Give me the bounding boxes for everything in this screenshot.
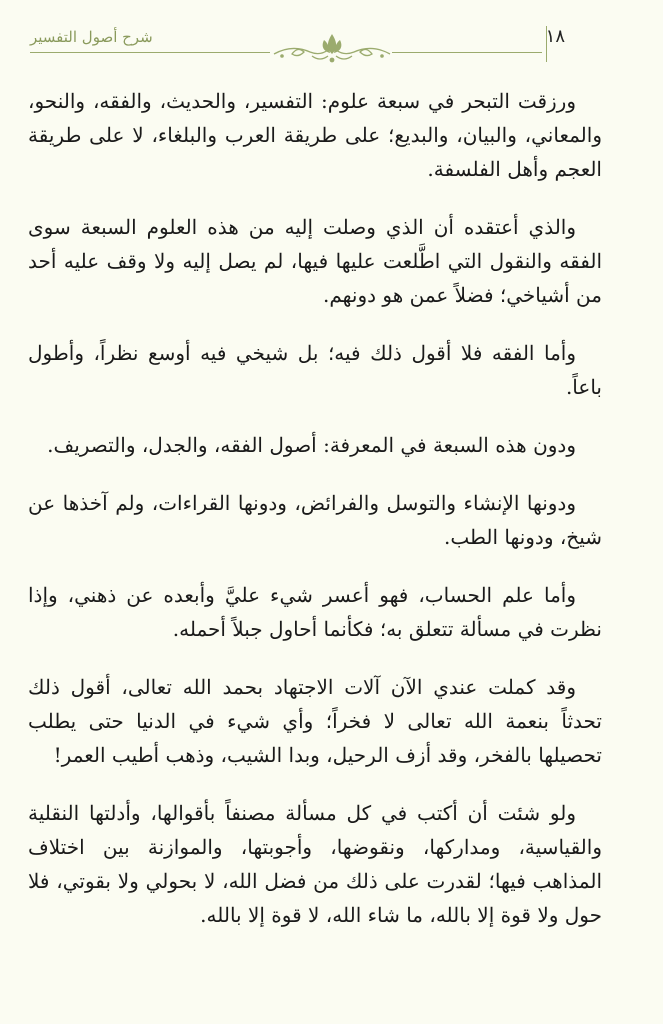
- paragraph: والذي أعتقده أن الذي وصلت إليه من هذه العلوم السبعة سوى الفقه والنقول التي اطَّلعت عليها فيها، لم يصل إليه ولا وقف عليه أحد من أشياخي؛ فضلاً عمن هو دونهم.: [28, 215, 602, 307]
- page-number: ١٨: [545, 26, 565, 47]
- running-book-title: شرح أصول التفسير: [30, 28, 153, 46]
- floral-ornament-icon: [272, 30, 392, 70]
- page-body: [28, 84, 602, 956]
- paragraph: وأما علم الحساب، فهو أعسر شيء عليَّ وأبعده عن ذهني، وإذا نظرت في مسألة تتعلق به؛ فكأنما أحاول جبلاً أحمله.: [28, 583, 602, 641]
- paragraph: ورزقت التبحر في سبعة علوم: التفسير، والحديث، والفقه، والنحو، والمعاني، والبيان، والبديع؛ على طريقة العرب والبلغاء، لا على طريقة العجم وأهل الفلسفة.: [28, 89, 602, 181]
- header-rule-right: [392, 52, 542, 53]
- page-header: [0, 0, 663, 70]
- paragraph: وقد كملت عندي الآن آلات الاجتهاد بحمد الله تعالى، أقول ذلك تحدثاً بنعمة الله تعالى لا فخراً؛ وأي شيء في الدنيا حتى يطلب تحصيلها بالفخر، وقد أزف الرحيل، وبدا الشيب، وذهب أطيب العمر!: [28, 675, 602, 767]
- paragraph: ودونها الإنشاء والتوسل والفرائض، ودونها القراءات، ولم آخذها عن شيخ، ودونها الطب.: [28, 491, 602, 549]
- header-rule-left: [30, 52, 270, 53]
- paragraph: ولو شئت أن أكتب في كل مسألة مصنفاً بأقوالها، وأدلتها النقلية والقياسية، ومداركها، ونقوضها، وأجوبتها، والموازنة بين اختلاف المذاهب فيها؛ لقدرت على ذلك من فضل الله، لا بحولي ولا بقوتي، فلا حول ولا قوة إلا بالله، ما شاء الله، لا قوة إلا بالله.: [28, 801, 602, 927]
- paragraph: وأما الفقه فلا أقول ذلك فيه؛ بل شيخي فيه أوسع نظراً، وأطول باعاً.: [28, 341, 602, 399]
- paragraph: ودون هذه السبعة في المعرفة: أصول الفقه، والجدل، والتصريف.: [47, 433, 576, 457]
